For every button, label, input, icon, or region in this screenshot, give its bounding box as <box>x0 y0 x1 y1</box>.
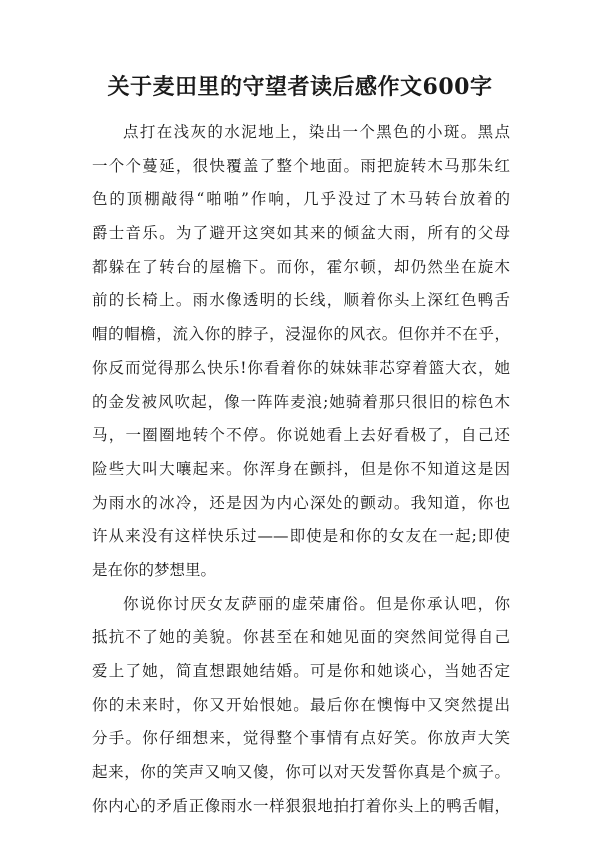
essay-line: 都躲在了转台的屋檐下。而你，霍尔顿，却仍然坐在旋木 <box>92 257 510 276</box>
essay-line: 抵抗不了她的美貌。你甚至在和她见面的突然间觉得自己 <box>92 628 510 647</box>
essay-line: 的金发被风吹起，像一阵阵麦浪;她骑着那只很旧的棕色木 <box>92 392 510 411</box>
essay-line: 你的未来时，你又开始恨她。最后你在懊悔中又突然提出 <box>92 695 510 714</box>
essay-line: 许从来没有这样快乐过——即使是和你的女友在一起;即使 <box>92 527 510 546</box>
essay-line: 爱上了她，简直想跟她结婚。可是你和她谈心，当她否定 <box>92 662 510 680</box>
essay-line: 为雨水的冰冷，还是因为内心深处的颤动。我知道，你也 <box>92 493 510 512</box>
essay-line: 一个个蔓延，很快覆盖了整个地面。雨把旋转木马那朱红 <box>92 156 510 175</box>
essay-line: 你内心的矛盾正像雨水一样狠狠地拍打着你头上的鸭舌帽， <box>92 796 510 815</box>
essay-line: 爵士音乐。为了避开这突如其来的倾盆大雨，所有的父母 <box>92 224 510 243</box>
essay-line: 你反而觉得那么快乐!你看着你的妹妹菲芯穿着篮大衣，她 <box>92 358 510 377</box>
essay-line: 起来，你的笑声又响又傻，你可以对天发誓你真是个疯子。 <box>92 763 510 782</box>
essay-line: 险些大叫大嚷起来。你浑身在颤抖，但是你不知道这是因 <box>92 459 510 478</box>
essay-line: 前的长椅上。雨水像透明的长线，顺着你头上深红色鸭舌 <box>92 291 510 310</box>
page-title: 关于麦田里的守望者读后感作文600字 <box>107 74 493 100</box>
essay-line: 色的顶棚敲得“啪啪”作响，几乎没过了木马转台放着的 <box>92 190 510 209</box>
essay-line: 分手。你仔细想来，觉得整个事情有点好笑。你放声大笑 <box>92 729 510 748</box>
essay-body <box>92 116 510 823</box>
essay-line: 是在你的梦想里。 <box>92 560 217 579</box>
essay-line: 马，一圈圈地转个不停。你说她看上去好看极了，自己还 <box>92 426 510 445</box>
essay-line: 你说你讨厌女友萨丽的虚荣庸俗。但是你承认吧，你 <box>123 594 510 613</box>
essay-line: 点打在浅灰的水泥地上，染出一个黑色的小斑。黑点 <box>123 123 510 141</box>
essay-line: 帽的帽檐，流入你的脖子，浸湿你的风衣。但你并不在乎， <box>92 325 510 344</box>
